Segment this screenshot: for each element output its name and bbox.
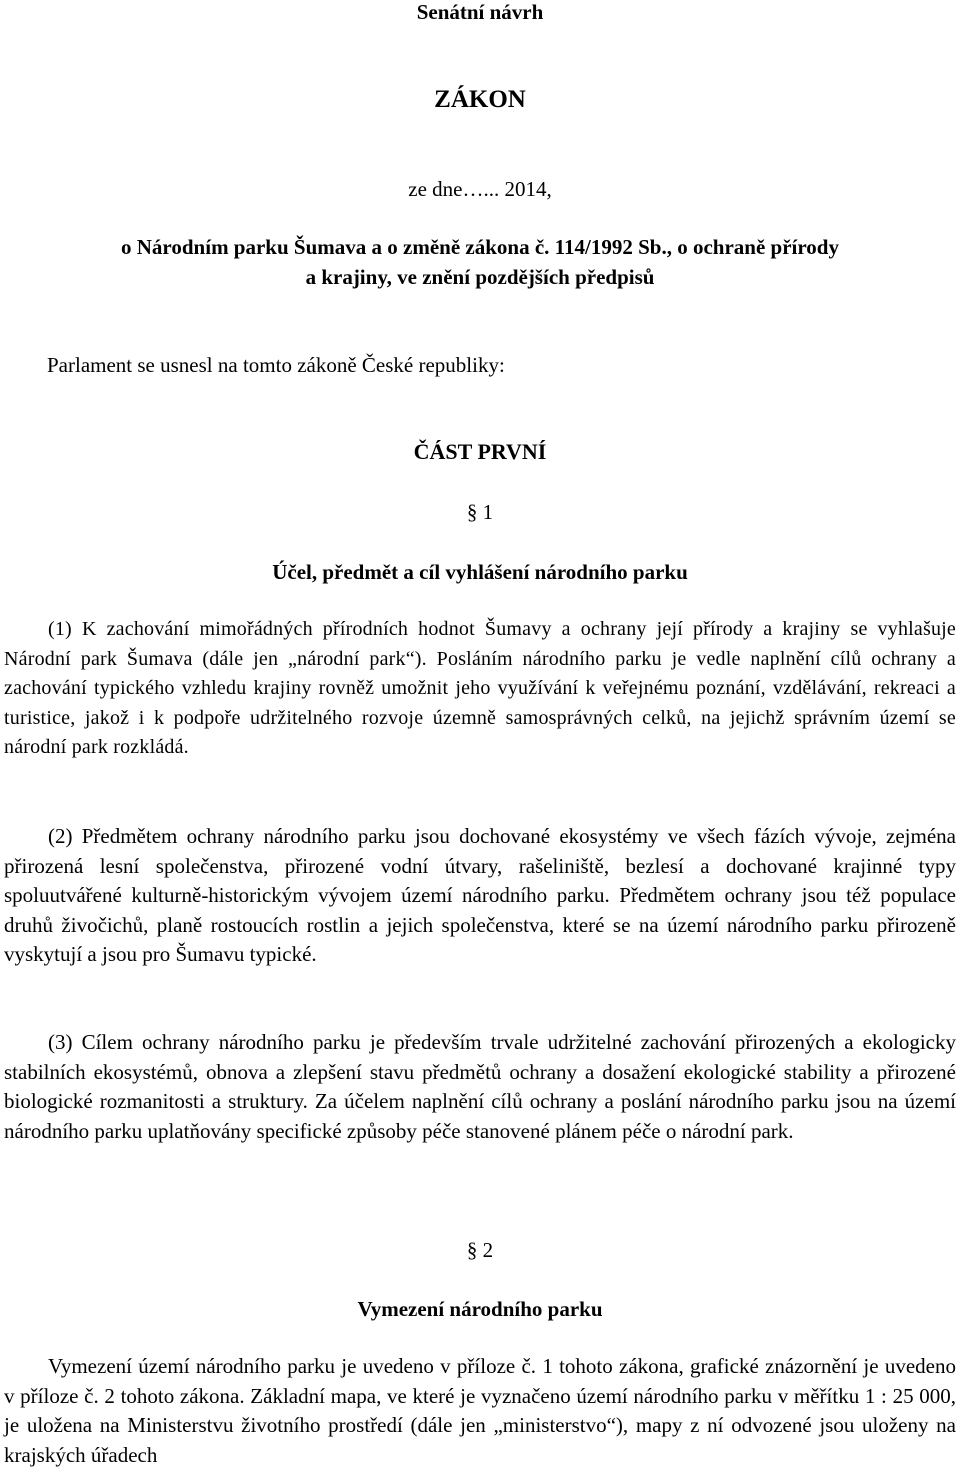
section-1-paragraph-2 (4, 822, 956, 970)
section-1-paragraph-3 (4, 1028, 956, 1146)
date-line: ze dne…... 2014, (408, 177, 552, 201)
section-1-title: Účel, předmět a cíl vyhlášení národního parku (272, 560, 688, 584)
enacting-clause: Parlament se usnesl na tomto zákoně České republiky: (47, 353, 505, 377)
paragraph-text: (1) K zachování mimořádných přírodních hodnot Šumavy a ochrany její přírody a krajiny se vyhlašuje Národní park Šumava (dále jen „národní park“). Posláním národního parku je vedle naplnění cílů ochrany a zachování typického vzhledu krajiny rovněž umožnit jeho využívání k veřejnému poznání, vzdělávání, rekreaci a turistice, jakož i k podpoře udržitelného rozvoje územně samosprávných celků, na jejichž správním území se národní park rozkládá. (4, 618, 956, 758)
part-title: ČÁST PRVNÍ (413, 439, 547, 464)
law-title: ZÁKON (434, 86, 526, 113)
section-1-number: § 1 (466, 500, 494, 524)
section-1-paragraph-1 (4, 615, 956, 763)
section-2-number: § 2 (466, 1238, 494, 1262)
paragraph-text: (2) Předmětem ochrany národního parku jsou dochované ekosystémy ve všech fázích vývoje, zejména přirozená lesní společenstva, přirozené vodní útvary, rašeliniště, bezlesí a dochované krajinné typy spoluutvářené kulturně-historickým vývojem území národního parku. Předmětem ochrany jsou též populace druhů živočichů, planě rostoucích rostlin a jejich společenstva, které se na území národního parku přirozeně vyskytují a jsou pro Šumavu typické. (4, 824, 956, 966)
subject-line-1: o Národním parku Šumava a o změně zákona č. 114/1992 Sb., o ochraně přírody (121, 235, 839, 259)
section-2-paragraph-1 (4, 1352, 956, 1470)
document-header: Senátní návrh (416, 0, 544, 24)
subject-line-2: a krajiny, ve znění pozdějších předpisů (305, 265, 655, 289)
paragraph-text: Vymezení území národního parku je uvedeno v příloze č. 1 tohoto zákona, grafické znázornění je uvedeno v příloze č. 2 tohoto zákona. Základní mapa, ve které je vyznačeno území národního parku v měřítku 1 : 25 000, je uložena na Ministerstvu životního prostředí (dále jen „ministerstvo“), mapy z ní odvozené jsou uloženy na krajských úřadech (4, 1354, 956, 1467)
paragraph-text: (3) Cílem ochrany národního parku je především trvale udržitelné zachování přirozených a ekologicky stabilních ekosystémů, obnova a zlepšení stavu předmětů ochrany a dosažení ekologické stability a přirozené biologické rozmanitosti a struktury. Za účelem naplnění cílů ochrany a poslání národního parku jsou na území národního parku uplatňovány specifické způsoby péče stanovené plánem péče o národní park. (4, 1030, 956, 1143)
section-2-title: Vymezení národního parku (357, 1297, 603, 1321)
